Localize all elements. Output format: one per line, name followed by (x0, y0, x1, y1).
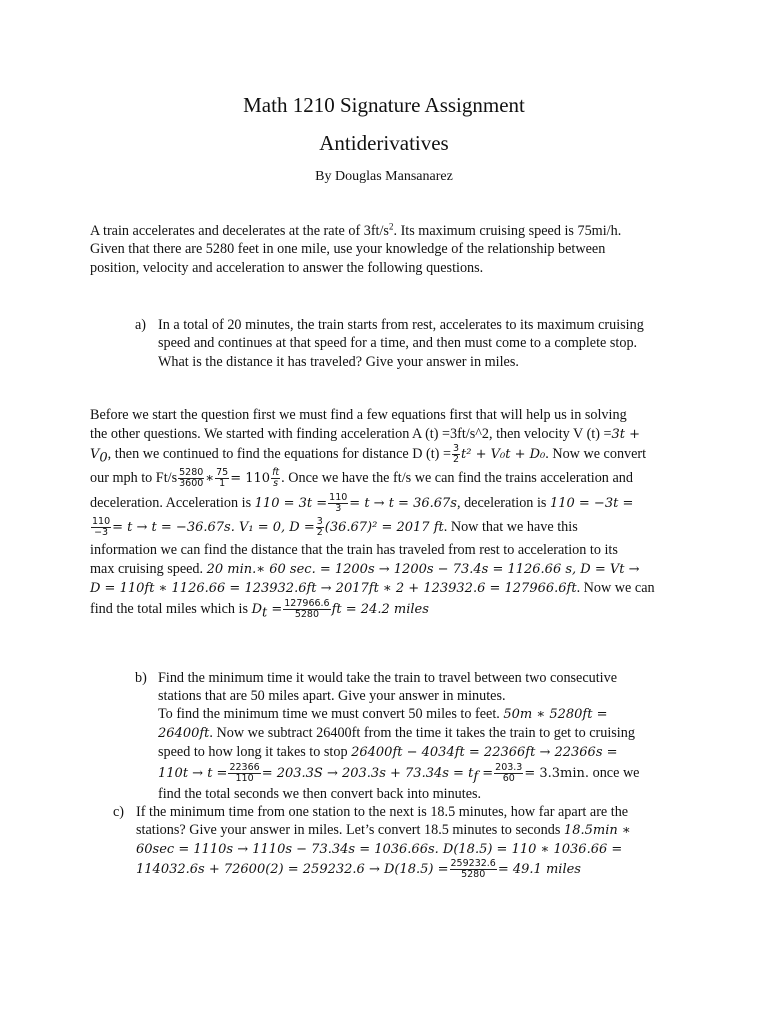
solution-a-line-7: information we can find the distance that the train has traveled from rest to acceleration to its (90, 542, 618, 558)
question-a-line-2: speed and continues at that speed for a time, and then must come to a complete stop. (158, 335, 638, 352)
question-b-line-1: Find the minimum time it would take the train to travel between two consecutive (158, 670, 618, 686)
question-b-line-7: find the total seconds we then convert back into minutes. (158, 786, 482, 802)
page-subtitle: Antiderivatives (319, 131, 449, 155)
question-a-line-1: In a total of 20 minutes, the train starts from rest, accelerates to its maximum cruising (158, 317, 644, 333)
question-a-line-3: What is the distance it has traveled? Give your answer in miles. (158, 353, 519, 370)
solution-a-line-2: the other questions. We started with finding acceleration A (t) =3ft/s^2, then velocity V (t) =3t + (90, 426, 641, 442)
question-c (113, 803, 680, 883)
question-b-line-3: To find the minimum time we must convert 50 miles to feet. 50m ∗ 5280ft = (158, 706, 608, 722)
intro-line-1: A train accelerates and decelerates at the rate of $3ft/s^2$. Its maximum cruising speed is 75mi/h. (90, 221, 622, 239)
intro-paragraph (90, 222, 680, 277)
solution-a-line-10: find the total miles which is $D_t$ = $\frac{127966.6}{5280}$ ft = 24.2 miles (90, 598, 429, 621)
question-c-marker: c) (113, 804, 125, 820)
question-b (135, 669, 680, 801)
question-b-line-4: 26400ft. Now we subtract 26400ft from the time it takes the train to get to cruising (158, 725, 635, 741)
solution-a-line-4: our mph to Ft/s $\frac{5280}{3600}$ ∗ $\frac{75}{1}$ = 110 $\frac{ft}{s}$ . Once we have the ft/s we can find the trains acceleration and (90, 467, 633, 489)
question-c-line-1: If the minimum time from one station to the next is 18.5 minutes, how far apart are the (136, 804, 629, 820)
solution-a-line-5: deceleration. Acceleration is 110 = 3t = $\frac{110}{3}$ = t → t = 36.67s, deceleration is 110 = −3t = (90, 492, 634, 514)
solution-a-line-1: Before we start the question first we must find a few equations first that will help us in solving (90, 407, 627, 423)
question-c-line-4: 114032.6s + 72600(2) = 259232.6 → D(18.5) = $\frac{259232.6}{5280}$ = 49.1 miles (136, 858, 581, 880)
solution-a-line-6: $\frac{110}{-3}$ = t → t = −36.67s. V₁ = 0, D = $\frac{3}{2}$ (36.67)² = 2017 ft. Now that we have this (92, 516, 578, 538)
question-b-line-6: 110t → t = $\frac{22366}{110}$ = $203.3S \to 203.3s + 73.34s = t_f$ = $\frac{203.3}{60}$ = 3.3min. once we (158, 762, 640, 785)
question-b-line-2: stations that are 50 miles apart. Give your answer in minutes. (158, 688, 506, 704)
question-a-marker: a) (135, 317, 147, 333)
author-line: By Douglas Mansanarez (315, 169, 453, 184)
solution-a-line-3: $V_0$, then we continued to find the equations for distance D (t) = $\frac{3}{2}$ t² + V₀t + D₀. Now we convert (90, 443, 647, 466)
question-b-line-5: speed to how long it takes to stop 26400ft − 4034ft = 22366ft → 22366s = (158, 744, 618, 760)
question-b-marker: b) (135, 670, 147, 686)
intro-line-2: Given that there are 5280 feet in one mile, use your knowledge of the relationship between (90, 241, 606, 258)
intro-line-3: position, velocity and acceleration to answer the following questions. (90, 259, 484, 276)
question-c-line-3: 60sec = 1110s → 1110s − 73.34s = 1036.66s. D(18.5) = 110 ∗ 1036.66 = (136, 842, 623, 857)
solution-a-line-9: D = 110ft ∗ 1126.66 = 123932.6ft → 2017ft ∗ 2 + 123932.6 = 127966.6ft. Now we can (90, 580, 655, 596)
solution-a (90, 406, 690, 623)
solution-a-line-8: max cruising speed. 20 min.∗ 60 sec. = 1200s → 1200s − 73.4s = 1126.66 s, D = Vt → (90, 561, 640, 577)
question-a (135, 316, 680, 372)
page-title: Math 1210 Signature Assignment (243, 93, 525, 117)
question-c-line-2: stations? Give your answer in miles. Let’s convert 18.5 minutes to seconds 18.5min ∗ (136, 822, 631, 838)
